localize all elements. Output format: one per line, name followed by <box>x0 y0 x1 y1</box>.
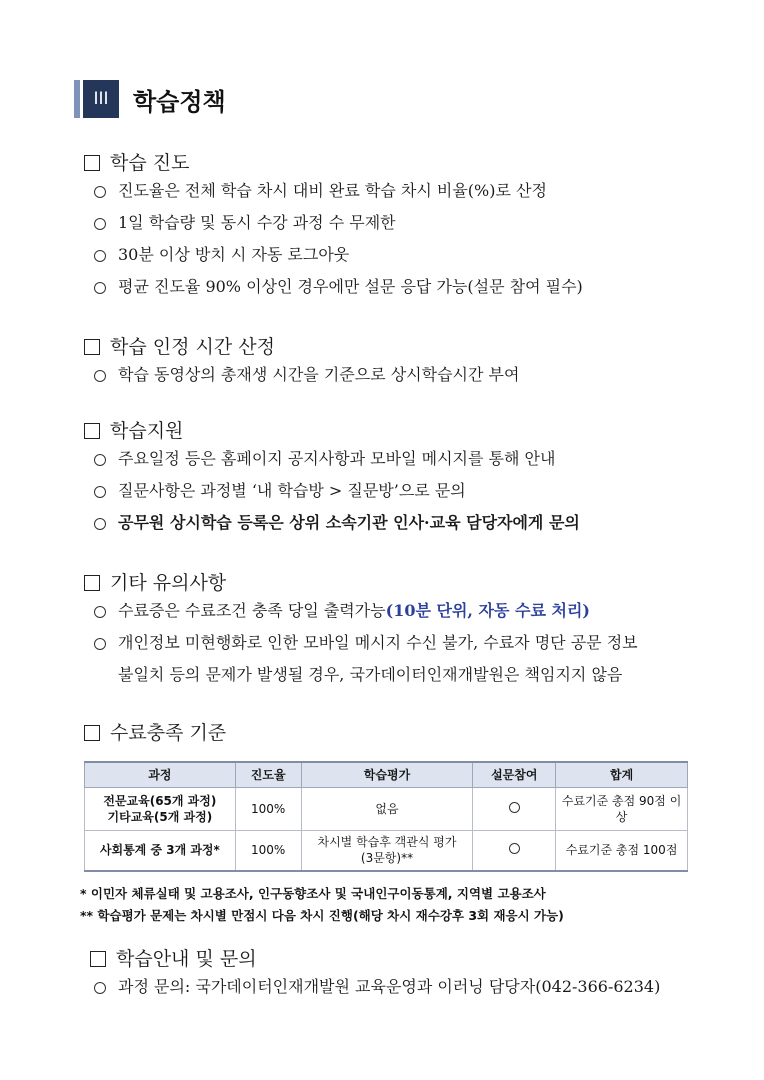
highlight-text: (10분 단위, 자동 수료 처리) <box>385 601 591 620</box>
circle-bullet-icon <box>94 454 106 466</box>
section-other-notes <box>84 568 638 686</box>
section-credit-time <box>84 332 519 386</box>
criteria-table <box>84 761 688 872</box>
bullet-item: 과정 문의: 국가데이터인재개발원 교육운영과 이러닝 담당자(042-366-6234) <box>94 976 660 998</box>
circle-bullet-icon <box>94 282 106 294</box>
section-inquiry <box>90 944 660 998</box>
bullet-item: 평균 진도율 90% 이상인 경우에만 설문 응답 가능(설문 참여 필수) <box>94 276 583 298</box>
circle-bullet-icon <box>94 250 106 262</box>
table-header-cell: 설문참여 <box>473 762 556 787</box>
table-cell-progress: 100% <box>235 787 301 830</box>
circle-bullet-icon <box>94 518 106 530</box>
table-header-cell: 과정 <box>85 762 236 787</box>
bullet-item: 30분 이상 방치 시 자동 로그아웃 <box>94 244 583 266</box>
circle-bullet-icon <box>94 982 106 994</box>
section-learning-support <box>84 416 580 534</box>
bullet-item: 수료증은 수료조건 충족 당일 출력가능 (10분 단위, 자동 수료 처리) <box>94 600 638 622</box>
circle-bullet-icon <box>94 606 106 618</box>
circle-bullet-icon <box>94 486 106 498</box>
circle-bullet-icon <box>94 186 106 198</box>
circle-mark-icon <box>509 843 520 854</box>
circle-bullet-icon <box>94 218 106 230</box>
bullet-continuation: 불일치 등의 문제가 발생될 경우, 국가데이터인재개발원은 책임지지 않음 <box>118 665 623 684</box>
chapter-accent-bar <box>74 80 80 118</box>
bullet-item: 진도율은 전체 학습 차시 대비 완료 학습 차시 비율(%)로 산정 <box>94 180 583 202</box>
section-heading: 기타 유의사항 <box>84 568 638 598</box>
checkbox-square-icon <box>84 155 100 171</box>
bullet-item: 질문사항은 과정별 ‘내 학습방 > 질문방’으로 문의 <box>94 480 580 502</box>
chapter-numeral: III <box>83 80 119 118</box>
bullet-item: 주요일정 등은 홈페이지 공지사항과 모바일 메시지를 통해 안내 <box>94 448 580 470</box>
chapter-title: 학습정책 <box>133 87 226 116</box>
table-cell-total: 수료기준 총점 90점 이상 <box>556 787 688 830</box>
bullet-item: 개인정보 미현행화로 인한 모바일 메시지 수신 불가, 수료자 명단 공문 정보 <box>94 632 638 654</box>
table-header-cell: 학습평가 <box>301 762 473 787</box>
table-cell-survey <box>473 787 556 830</box>
checkbox-square-icon <box>84 423 100 439</box>
table-cell-total: 수료기준 총점 100점 <box>556 830 688 871</box>
table-row <box>85 787 688 830</box>
footnote-single-star: * 이민자 체류실태 및 고용조사, 인구동향조사 및 국내인구이동통계, 지역별 고용조사 <box>80 886 546 901</box>
bullet-item: 학습 동영상의 총재생 시간을 기준으로 상시학습시간 부여 <box>94 364 519 386</box>
checkbox-square-icon <box>90 951 106 967</box>
checkbox-square-icon <box>84 725 100 741</box>
section-heading: 수료충족 기준 <box>84 718 226 748</box>
table-cell-course: 사회통계 중 3개 과정* <box>85 830 236 871</box>
table-cell-evaluation: 차시별 학습후 객관식 평가 (3문항)** <box>301 830 473 871</box>
table-cell-survey <box>473 830 556 871</box>
circle-bullet-icon <box>94 638 106 650</box>
table-header-cell: 합계 <box>556 762 688 787</box>
section-heading: 학습 진도 <box>84 148 583 178</box>
bullet-item: 1일 학습량 및 동시 수강 과정 수 무제한 <box>94 212 583 234</box>
circle-bullet-icon <box>94 370 106 382</box>
table-header-row <box>85 762 688 787</box>
section-heading: 학습지원 <box>84 416 580 446</box>
table-cell-progress: 100% <box>235 830 301 871</box>
section-completion-criteria <box>84 718 226 748</box>
checkbox-square-icon <box>84 339 100 355</box>
bullet-item: 공무원 상시학습 등록은 상위 소속기관 인사·교육 담당자에게 문의 <box>94 512 580 534</box>
footnote-double-star: ** 학습평가 문제는 차시별 만점시 다음 차시 진행(해당 차시 재수강후 3회 재응시 가능) <box>80 908 564 923</box>
table-cell-evaluation: 없음 <box>301 787 473 830</box>
checkbox-square-icon <box>84 575 100 591</box>
circle-mark-icon <box>509 802 520 813</box>
section-heading: 학습 인정 시간 산정 <box>84 332 519 362</box>
table-header-cell: 진도율 <box>235 762 301 787</box>
chapter-header <box>74 80 226 118</box>
table-row <box>85 830 688 871</box>
section-heading: 학습안내 및 문의 <box>90 944 660 974</box>
table-cell-course: 전문교육(65개 과정) 기타교육(5개 과정) <box>85 787 236 830</box>
section-learning-progress <box>84 148 583 298</box>
